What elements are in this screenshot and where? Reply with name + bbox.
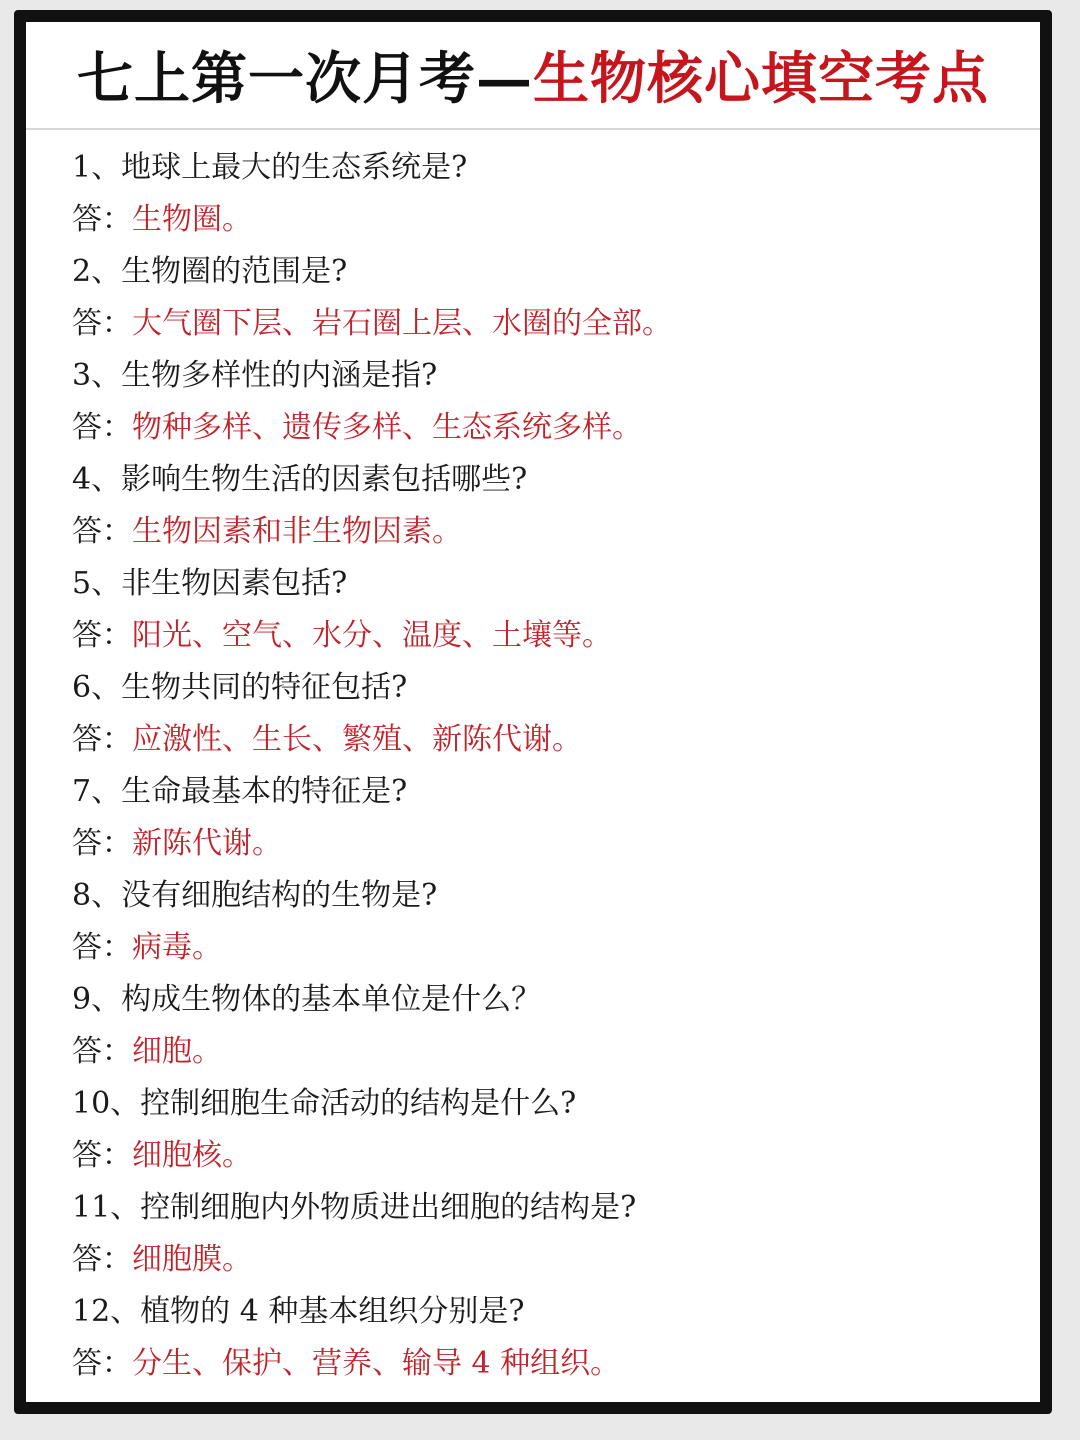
answer-text: 大气圈下层、岩石圈上层、水圈的全部。 xyxy=(132,306,672,341)
answer-prefix: 答： xyxy=(72,1346,132,1381)
answer-text: 细胞膜。 xyxy=(132,1242,252,1277)
question-line xyxy=(72,870,1010,922)
answer-line xyxy=(72,1234,1010,1286)
answer-text: 细胞核。 xyxy=(132,1138,252,1173)
answer-text: 新陈代谢。 xyxy=(132,826,282,861)
question-text: 6、生物共同的特征包括? xyxy=(72,670,408,705)
question-text: 4、影响生物生活的因素包括哪些? xyxy=(72,462,528,497)
answer-line xyxy=(72,402,1010,454)
answer-text: 细胞。 xyxy=(132,1034,222,1069)
answer-prefix: 答： xyxy=(72,722,132,757)
answer-prefix: 答： xyxy=(72,410,132,445)
answer-line xyxy=(72,714,1010,766)
answer-line xyxy=(72,1338,1010,1390)
answer-prefix: 答： xyxy=(72,514,132,549)
question-line xyxy=(72,662,1010,714)
answer-text: 分生、保护、营养、输导 4 种组织。 xyxy=(132,1346,621,1381)
answer-line xyxy=(72,298,1010,350)
question-line xyxy=(72,246,1010,298)
answer-line xyxy=(72,610,1010,662)
question-text: 9、构成生物体的基本单位是什么？ xyxy=(72,982,542,1017)
question-line xyxy=(72,558,1010,610)
answer-text: 应激性、生长、繁殖、新陈代谢。 xyxy=(132,722,582,757)
question-line xyxy=(72,454,1010,506)
question-text: 7、生命最基本的特征是? xyxy=(72,774,408,809)
answer-prefix: 答： xyxy=(72,826,132,861)
answer-prefix: 答： xyxy=(72,618,132,653)
answer-line xyxy=(72,818,1010,870)
question-line xyxy=(72,1182,1010,1234)
answer-prefix: 答： xyxy=(72,306,132,341)
answer-prefix: 答： xyxy=(72,1138,132,1173)
answer-text: 病毒。 xyxy=(132,930,222,965)
question-text: 3、生物多样性的内涵是指? xyxy=(72,358,438,393)
answer-line xyxy=(72,922,1010,974)
question-text: 1、地球上最大的生态系统是? xyxy=(72,150,468,185)
question-line xyxy=(72,974,1010,1026)
title-part-red: 生物核心填空考点 xyxy=(533,46,989,112)
answer-text: 阳光、空气、水分、温度、土壤等。 xyxy=(132,618,612,653)
answer-line xyxy=(72,1130,1010,1182)
question-line xyxy=(72,766,1010,818)
question-text: 8、没有细胞结构的生物是? xyxy=(72,878,438,913)
answer-text: 物种多样、遗传多样、生态系统多样。 xyxy=(132,410,642,445)
question-text: 5、非生物因素包括? xyxy=(72,566,348,601)
answer-prefix: 答： xyxy=(72,1242,132,1277)
question-text: 10、控制细胞生命活动的结构是什么? xyxy=(72,1086,577,1121)
question-text: 11、控制细胞内外物质进出细胞的结构是? xyxy=(72,1190,637,1225)
answer-line xyxy=(72,194,1010,246)
question-line xyxy=(72,1286,1010,1338)
question-line xyxy=(72,142,1010,194)
answer-prefix: 答： xyxy=(72,930,132,965)
qa-list xyxy=(72,142,1010,1390)
answer-text: 生物因素和非生物因素。 xyxy=(132,514,462,549)
answer-text: 生物圈。 xyxy=(132,202,252,237)
question-line xyxy=(72,350,1010,402)
question-text: 2、生物圈的范围是? xyxy=(72,254,348,289)
question-text: 12、植物的 4 种基本组织分别是? xyxy=(72,1294,525,1329)
title-part-black: 七上第一次月考— xyxy=(77,46,533,112)
answer-line xyxy=(72,1026,1010,1078)
question-line xyxy=(72,1078,1010,1130)
worksheet-card xyxy=(14,10,1052,1414)
answer-prefix: 答： xyxy=(72,1034,132,1069)
answer-prefix: 答： xyxy=(72,202,132,237)
page-title xyxy=(26,22,1040,130)
answer-line xyxy=(72,506,1010,558)
